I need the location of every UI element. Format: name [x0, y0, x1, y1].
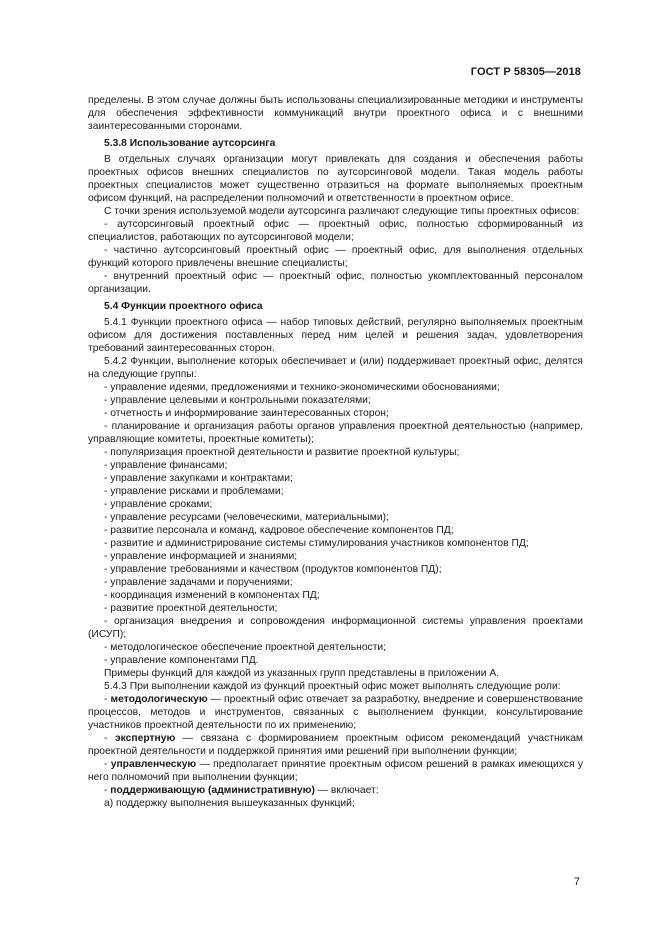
list-item: - методологическое обеспечение проектной деятельности;: [104, 642, 387, 653]
list-item: - организация внедрения и сопровождения информационной системы управления проектами (ИСУП);: [88, 616, 583, 640]
section-heading: 5.4 Функции проектного офиса: [104, 301, 263, 312]
page-number: 7: [573, 876, 580, 888]
list-item: - управление требованиями и качеством (продуктов компонентов ПД);: [104, 564, 442, 575]
paragraph: Примеры функций для каждой из указанных групп представлены в приложении А.: [104, 668, 500, 679]
list-item: - управление информацией и знаниями;: [104, 551, 298, 562]
list-dash: -: [104, 759, 111, 770]
role-term: экспертную: [114, 733, 176, 744]
list-item: [88, 758, 583, 784]
list-item: - отчетность и информирование заинтересованных сторон;: [104, 408, 389, 419]
list-item: - аутсорсинговый проектный офис — проектный офис, полностью сформированный из специалистов, работающих по аутсорсинговой модели;: [88, 219, 583, 243]
list-item: - развитие проектной деятельности;: [104, 603, 278, 614]
list-item: - развитие и администрирование системы стимулирования участников компонентов ПД;: [104, 538, 529, 549]
list-item: - частично аутсорсинговый проектный офис — проектный офис, для выполнения отдельных функций которого привлечены внешние специалисты;: [88, 245, 583, 269]
list-item: - управление задачами и поручениями;: [104, 577, 293, 588]
list-item: [88, 784, 583, 797]
list-item: - управление компонентами ПД.: [104, 655, 259, 666]
list-item: - управление финансами;: [104, 460, 228, 471]
list-dash: -: [104, 733, 115, 744]
list-item: - развитие персонала и команд, кадровое обеспечение компонентов ПД;: [104, 525, 454, 536]
list-item: - внутренний проектный офис — проектный офис, полностью укомплектованный персоналом организации.: [88, 271, 583, 295]
list-item: - управление целевыми и контрольными показателями;: [104, 395, 371, 406]
role-description: — связана с формированием проектным офисом рекомендаций участникам проектной деятельности и поддержкой принятия ими решений при выполнении функции;: [88, 733, 583, 757]
list-item: - планирование и организация работы органов управления проектной деятельностью (например, управляющие комитеты, проектные комитеты);: [88, 421, 583, 445]
list-item: - управление рисками и проблемами;: [104, 486, 284, 497]
paragraph: 5.4.3 При выполнении каждой из функций проектный офис может выполнять следующие роли:: [104, 681, 561, 692]
role-description: — проектный офис отвечает за разработку, внедрение и совершенствование процессов, методов и инструментов, связанных с выполнением функции, консультирование участников проектной деятельности по их применению;: [88, 694, 584, 731]
list-item: - координация изменений в компонентах ПД;: [104, 590, 320, 601]
list-item: - управление ресурсами (человеческими, материальными);: [104, 512, 389, 523]
list-item: [88, 732, 583, 758]
document-code: ГОСТ Р 58305—2018: [470, 66, 581, 78]
role-description: — включает:: [314, 785, 379, 796]
list-item: - управление сроками;: [104, 499, 213, 510]
paragraph: 5.4.2 Функции, выполнение которых обеспечивает и (или) поддерживает проектный офис, делятся на следующие группы:: [88, 356, 583, 380]
role-term: управленческую: [110, 759, 197, 770]
paragraph: В отдельных случаях организации могут привлекать для создания и обеспечения работы проектных офисов внешних специалистов по аутсорсинговой модели. Такая модель работы проектных специалистов может существенно отразиться на формате выполняемых проектным офисом функций, на распределении полномочий и ответственности в проектном офисе.: [88, 154, 583, 204]
paragraph: С точки зрения используемой модели аутсорсинга различают следующие типы проектных офисов:: [104, 206, 580, 217]
document-body: [88, 94, 583, 810]
paragraph: 5.4.1 Функции проектного офиса — набор типовых действий, регулярно выполняемых проектным офисом для достижения поставленных перед ним целей и решения задач, удовлетворения требований заинтересованных сторон.: [88, 317, 583, 354]
list-item: - управление закупками и контрактами;: [104, 473, 293, 484]
list-dash: -: [104, 785, 111, 796]
list-item: [88, 693, 583, 732]
list-item: а) поддержку выполнения вышеуказанных функций;: [104, 798, 355, 809]
paragraph: пределены. В этом случае должны быть использованы специализированные методики и инструменты для обеспечения эффективности коммуникаций внутри проектного офиса и с внешними заинтересованными сторонами.: [88, 95, 583, 132]
role-term: методологическую: [110, 694, 208, 705]
role-term: поддерживающую (административную): [110, 785, 315, 796]
list-item: - популяризация проектной деятельности и развитие проектной культуры;: [104, 447, 460, 458]
list-dash: -: [104, 694, 111, 705]
role-description: — предполагает принятие проектным офисом решений в рамках имеющихся у него полномочий при выполнении функции;: [88, 759, 583, 783]
section-heading: 5.3.8 Использование аутсорсинга: [104, 138, 276, 149]
list-item: - управление идеями, предложениями и технико-экономическими обоснованиями;: [104, 382, 500, 393]
